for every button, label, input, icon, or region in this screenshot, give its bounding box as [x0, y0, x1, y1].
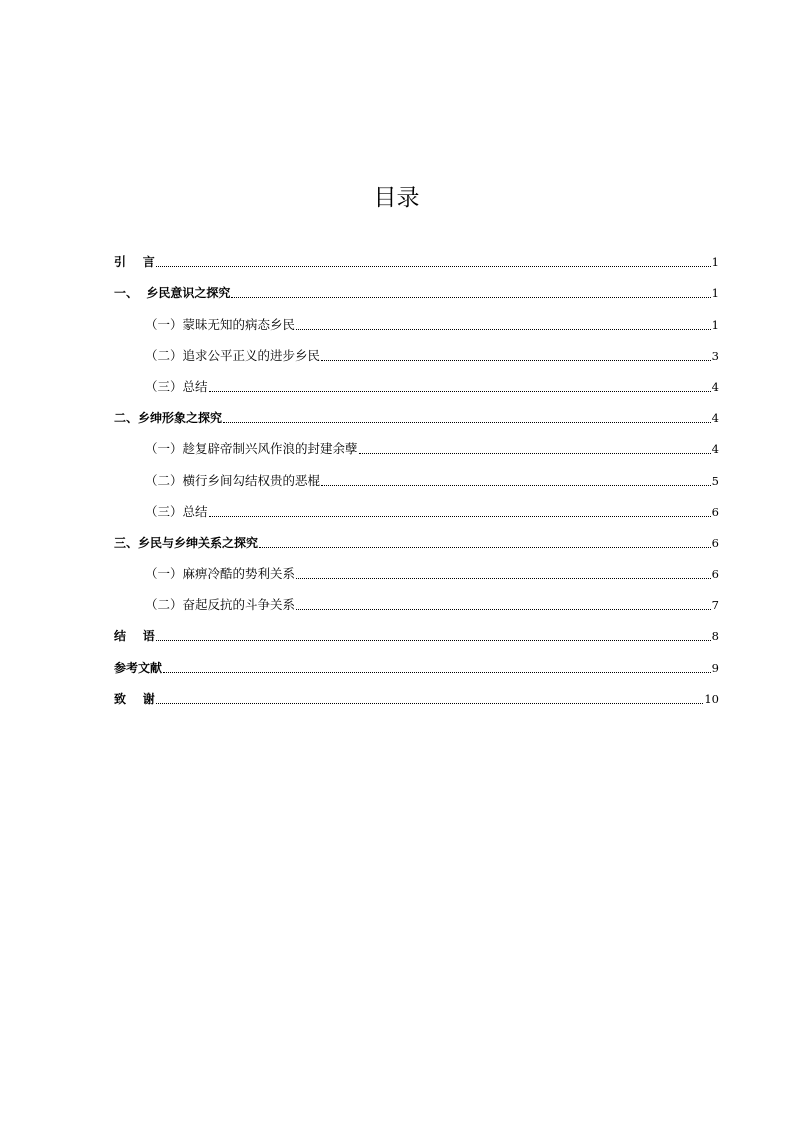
toc-entry-section-2-1[interactable] — [114, 432, 719, 463]
toc-dot-leader — [321, 359, 711, 361]
toc-entry-label: 三、乡民与乡绅关系之探究 — [114, 535, 259, 550]
toc-entry-section-2[interactable] — [114, 401, 719, 432]
toc-page-number: 10 — [704, 691, 719, 706]
toc-entry-section-1-3[interactable] — [114, 370, 719, 401]
toc-entry-label: 致 谢 — [114, 691, 155, 706]
toc-entry-introduction[interactable] — [114, 245, 719, 276]
toc-entry-section-3-2[interactable] — [114, 588, 719, 619]
toc-entry-label: （二）横行乡间勾结权贵的恶棍 — [145, 472, 321, 488]
toc-entry-label: （一）蒙昧无知的病态乡民 — [145, 316, 296, 332]
table-of-contents — [114, 245, 719, 713]
toc-page-number: 1 — [711, 286, 719, 301]
toc-entry-label: （三）总结 — [145, 378, 208, 394]
toc-entry-section-1[interactable] — [114, 276, 719, 307]
toc-dot-leader — [209, 515, 711, 517]
toc-page-number: 8 — [711, 629, 719, 644]
toc-dot-leader — [259, 546, 711, 548]
toc-entry-label: 参考文献 — [114, 660, 163, 675]
toc-page-number: 9 — [711, 660, 719, 675]
toc-page-number: 1 — [711, 317, 719, 332]
toc-entry-section-2-3[interactable] — [114, 495, 719, 526]
toc-entry-section-3-1[interactable] — [114, 557, 719, 588]
toc-entry-label: （三）总结 — [145, 503, 208, 519]
toc-page-number: 5 — [711, 473, 719, 488]
toc-dot-leader — [156, 265, 711, 267]
toc-entry-section-3[interactable] — [114, 526, 719, 557]
page-title: 目录 — [373, 185, 420, 211]
toc-dot-leader — [296, 608, 711, 610]
toc-entry-section-2-2[interactable] — [114, 463, 719, 494]
toc-page-number: 6 — [711, 504, 719, 519]
toc-dot-leader — [359, 452, 711, 454]
toc-entry-label: （二）奋起反抗的斗争关系 — [145, 597, 296, 613]
toc-dot-leader — [321, 484, 711, 486]
toc-entry-label: （一）麻痹冷酷的势利关系 — [145, 566, 296, 582]
toc-entry-label: 一、 乡民意识之探究 — [114, 286, 231, 301]
toc-dot-leader — [223, 421, 711, 423]
toc-dot-leader — [209, 390, 711, 392]
toc-entry-references[interactable] — [114, 650, 719, 681]
toc-entry-conclusion[interactable] — [114, 619, 719, 650]
toc-page-number: 4 — [711, 442, 719, 457]
toc-dot-leader — [296, 328, 711, 330]
toc-entry-label: 引 言 — [114, 255, 155, 270]
toc-page-number: 1 — [711, 255, 719, 270]
toc-entry-section-1-1[interactable] — [114, 307, 719, 338]
toc-page-number: 3 — [711, 348, 719, 363]
toc-dot-leader — [231, 296, 710, 298]
toc-dot-leader — [156, 702, 704, 704]
toc-entry-label: （一）趁复辟帝制兴风作浪的封建余孽 — [145, 441, 358, 457]
toc-entry-section-1-2[interactable] — [114, 339, 719, 370]
toc-dot-leader — [296, 577, 711, 579]
toc-entry-label: 结 语 — [114, 629, 155, 644]
toc-dot-leader — [156, 639, 711, 641]
toc-entry-label: 二、乡绅形象之探究 — [114, 411, 223, 426]
toc-page-number: 7 — [711, 598, 719, 613]
toc-page-number: 4 — [711, 411, 719, 426]
toc-entry-acknowledgements[interactable] — [114, 682, 719, 713]
toc-page-number: 6 — [711, 535, 719, 550]
toc-dot-leader — [163, 671, 711, 673]
toc-page-number: 6 — [711, 567, 719, 582]
toc-page-number: 4 — [711, 379, 719, 394]
toc-entry-label: （二）追求公平正义的进步乡民 — [145, 347, 321, 363]
